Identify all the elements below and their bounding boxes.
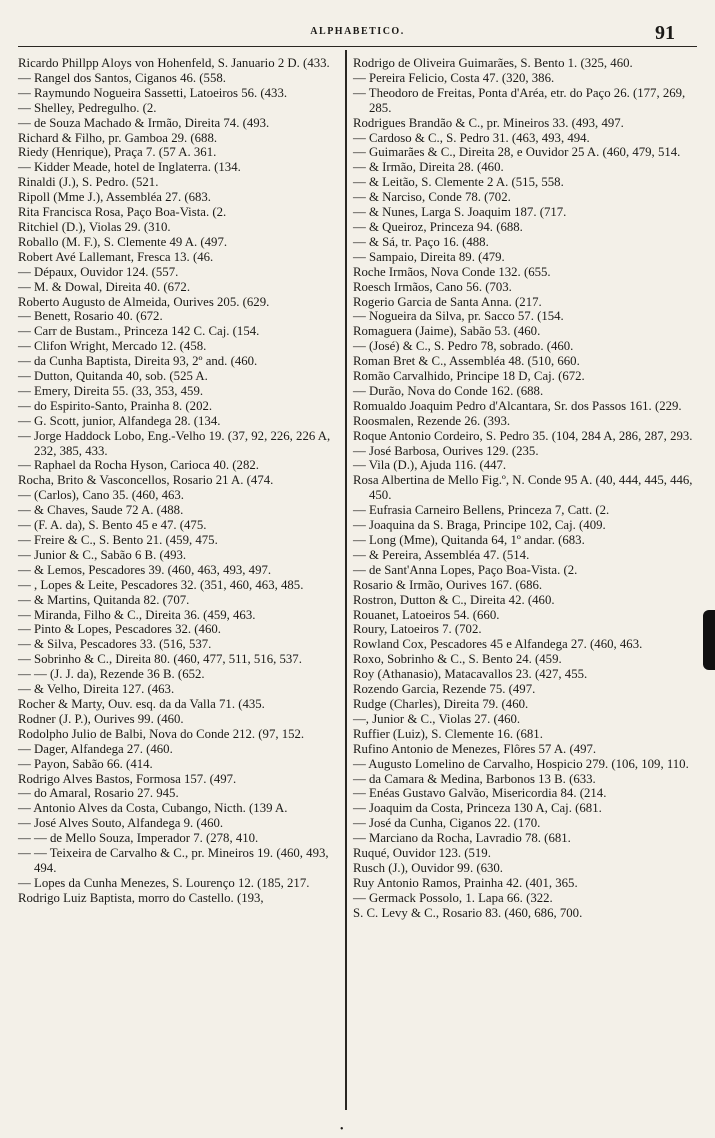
directory-entry: Rodner (J. P.), Ourives 99. (460.: [18, 711, 184, 726]
left-column: [18, 56, 348, 906]
directory-entry: — Jorge Haddock Lobo, Eng.-Velho 19. (37, 92, 226, 226 A, 232, 385, 433.: [18, 428, 331, 458]
directory-entry: — — de Mello Souza, Imperador 7. (278, 410.: [18, 831, 259, 846]
directory-entry: Roxo, Sobrinho & C., S. Bento 24. (459.: [353, 652, 562, 667]
directory-entry: Rufino Antonio de Menezes, Flôres 57 A. (497.: [353, 741, 597, 756]
directory-entry: Rita Francisca Rosa, Paço Boa-Vista. (2.: [18, 205, 227, 220]
directory-entry: — Enéas Gustavo Galvão, Misericordia 84. (214.: [353, 786, 607, 801]
directory-entry: — Raphael da Rocha Hyson, Carioca 40. (282.: [18, 458, 259, 473]
directory-entry: — & Chaves, Saude 72 A. (488.: [18, 503, 184, 518]
directory-entry: — Shelley, Pedregulho. (2.: [18, 100, 157, 115]
directory-entry: — Vila (D.), Ajuda 116. (447.: [353, 458, 507, 473]
directory-entry: Riedy (Henrique), Praça 7. (57 A. 361.: [18, 145, 217, 160]
directory-entry: — Dager, Alfandega 27. (460.: [18, 741, 173, 756]
directory-entry: — — Teixeira de Carvalho & C., pr. Mineiros 19. (460, 493, 494.: [18, 846, 329, 875]
directory-entry: — (F. A. da), S. Bento 45 e 47. (475.: [18, 518, 207, 533]
directory-entry: Rogerio Garcia de Santa Anna. (217.: [353, 294, 542, 309]
running-title: ALPHABETICO.: [310, 26, 405, 37]
directory-entry: Rusch (J.), Ouvidor 99. (630.: [353, 860, 503, 875]
directory-entry: Rudge (Charles), Direita 79. (460.: [353, 696, 529, 711]
directory-entry: Rosa Albertina de Mello Fig.º, N. Conde 95 A. (40, 444, 445, 446, 450.: [353, 473, 693, 503]
directory-entry: Rinaldi (J.), S. Pedro. (521.: [18, 175, 159, 190]
directory-entry: Rodrigo de Oliveira Guimarães, S. Bento 1. (325, 460.: [353, 56, 633, 70]
directory-entry: Richard & Filho, pr. Gamboa 29. (688.: [18, 130, 218, 145]
directory-entry: — Raymundo Nogueira Sassetti, Latoeiros 56. (433.: [18, 85, 288, 100]
directory-entry: — Junior & C., Sabão 6 B. (493.: [18, 547, 187, 562]
directory-entry: — & Martins, Quitanda 82. (707.: [18, 592, 190, 607]
directory-entry: Robert Avé Lallemant, Fresca 13. (46.: [18, 249, 214, 264]
directory-entry: Roque Antonio Cordeiro, S. Pedro 35. (104, 284 A, 286, 287, 293.: [353, 428, 693, 443]
directory-entry: — Antonio Alves da Costa, Cubango, Nicth. (139 A.: [18, 801, 288, 816]
directory-entry: Ricardo Phillpp Aloys von Hohenfeld, S. Januario 2 D. (433.: [18, 56, 330, 70]
directory-entry: Rosario & Irmão, Ourives 167. (686.: [353, 577, 543, 592]
ink-stain: [703, 610, 715, 670]
directory-entry: — da Camara & Medina, Barbonos 13 B. (633.: [353, 771, 596, 786]
running-head: [0, 22, 715, 46]
directory-entry: — Eufrasia Carneiro Bellens, Princeza 7, Catt. (2.: [353, 503, 610, 518]
directory-entry: — & Pereira, Assembléa 47. (514.: [353, 547, 530, 562]
directory-entry: — & Leitão, S. Clemente 2 A. (515, 558.: [353, 175, 564, 190]
directory-entry: — Cardoso & C., S. Pedro 31. (463, 493, 494.: [353, 130, 590, 145]
directory-entry: — (Carlos), Cano 35. (460, 463.: [18, 488, 184, 503]
directory-entry: Roberto Augusto de Almeida, Ourives 205. (629.: [18, 294, 270, 309]
directory-entry: — da Cunha Baptista, Direita 93, 2º and. (460.: [18, 354, 258, 369]
directory-entry: — & Queiroz, Princeza 94. (688.: [353, 219, 523, 234]
directory-entry: Roosmalen, Rezende 26. (393.: [353, 413, 511, 428]
directory-entry: — , Lopes & Leite, Pescadores 32. (351, 460, 463, 485.: [18, 577, 304, 592]
directory-entry: Ritchiel (D.), Violas 29. (310.: [18, 219, 171, 234]
directory-entry: Romão Carvalhido, Principe 18 D, Caj. (672.: [353, 369, 585, 384]
directory-entry: Rowland Cox, Pescadores 45 e Alfandega 27. (460, 463.: [353, 637, 643, 652]
directory-entry: — Durão, Nova do Conde 162. (688.: [353, 383, 544, 398]
directory-entry: — — (J. J. da), Rezende 36 B. (652.: [18, 667, 205, 682]
directory-entry: Rodrigo Alves Bastos, Formosa 157. (497.: [18, 771, 237, 786]
directory-entry: —, Junior & C., Violas 27. (460.: [353, 711, 521, 726]
directory-entry: Ruy Antonio Ramos, Prainha 42. (401, 365.: [353, 875, 578, 890]
directory-entry: — do Amaral, Rosario 27. 945.: [18, 786, 179, 801]
directory-entry: — Carr de Bustam., Princeza 142 C. Caj. (154.: [18, 324, 260, 339]
directory-entry: — Dutton, Quitanda 40, sob. (525 A.: [18, 369, 208, 384]
directory-entry: — Pereira Felicio, Costa 47. (320, 386.: [353, 70, 555, 85]
directory-entry: — José da Cunha, Ciganos 22. (170.: [353, 816, 541, 831]
directory-entry: — Pinto & Lopes, Pescadores 32. (460.: [18, 622, 221, 637]
directory-entry: — Augusto Lomelino de Carvalho, Hospicio 279. (106, 109, 110.: [353, 756, 689, 771]
directory-entry: — Marciano da Rocha, Lavradio 78. (681.: [353, 831, 571, 846]
directory-entry: — Benett, Rosario 40. (672.: [18, 309, 163, 324]
directory-entry: — Emery, Direita 55. (33, 353, 459.: [18, 383, 204, 398]
directory-entry: — Payon, Sabão 66. (414.: [18, 756, 153, 771]
directory-entry: — Dépaux, Ouvidor 124. (557.: [18, 264, 179, 279]
directory-entry: — Lopes da Cunha Menezes, S. Lourenço 12. (185, 217.: [18, 875, 310, 890]
directory-entry: — Clifon Wright, Mercado 12. (458.: [18, 339, 207, 354]
directory-entry: Ruqué, Ouvidor 123. (519.: [353, 846, 491, 861]
directory-entry: Rozendo Garcia, Rezende 75. (497.: [353, 682, 536, 697]
directory-entry: — & Sá, tr. Paço 16. (488.: [353, 234, 489, 249]
directory-entry: — José Alves Souto, Alfandega 9. (460.: [18, 816, 224, 831]
directory-entry: — do Espirito-Santo, Prainha 8. (202.: [18, 398, 213, 413]
directory-entry: — Long (Mme), Quitanda 64, 1º andar. (683.: [353, 533, 585, 547]
directory-entry: — & Silva, Pescadores 33. (516, 537.: [18, 637, 212, 652]
directory-entry: Rostron, Dutton & C., Direita 42. (460.: [353, 592, 555, 607]
directory-entry: — Joaquina da S. Braga, Principe 102, Caj. (409.: [353, 518, 606, 533]
footer-mark: •: [340, 1124, 344, 1135]
directory-entry: Roballo (M. F.), S. Clemente 49 A. (497.: [18, 234, 228, 249]
directory-entry: — Freire & C., S. Bento 21. (459, 475.: [18, 533, 218, 547]
directory-entry: — (José) & C., S. Pedro 78, sobrado. (460.: [353, 339, 574, 354]
directory-entry: — Joaquim da Costa, Princeza 130 A, Caj. (681.: [353, 801, 602, 816]
directory-entry: Rodrigo Luiz Baptista, morro do Castello. (193,: [18, 890, 264, 905]
directory-entry: Rocher & Marty, Ouv. esq. da da Valla 71. (435.: [18, 696, 265, 711]
directory-entry: — Theodoro de Freitas, Ponta d'Aréa, etr. do Paço 26. (177, 269, 285.: [353, 85, 686, 115]
directory-entry: — Guimarães & C., Direita 28, e Ouvidor 25 A. (460, 479, 514.: [353, 145, 681, 160]
directory-entry: Rodrigues Brandão & C., pr. Mineiros 33. (493, 497.: [353, 115, 624, 130]
directory-entry: — & Lemos, Pescadores 39. (460, 463, 493, 497.: [18, 562, 272, 577]
directory-entry: — G. Scott, junior, Alfandega 28. (134.: [18, 413, 221, 428]
directory-entry: Romaguera (Jaime), Sabão 53. (460.: [353, 324, 541, 339]
directory-entry: Ruffier (Luiz), S. Clemente 16. (681.: [353, 726, 543, 741]
directory-entry: — Kidder Meade, hotel de Inglaterra. (134.: [18, 160, 241, 175]
directory-entry: — Sobrinho & C., Direita 80. (460, 477, 511, 516, 537.: [18, 652, 302, 667]
directory-entry: — & Nunes, Larga S. Joaquim 187. (717.: [353, 205, 567, 220]
directory-entry: — Germack Possolo, 1. Lapa 66. (322.: [353, 890, 553, 905]
directory-entry: Roche Irmãos, Nova Conde 132. (655.: [353, 264, 551, 279]
directory-entry: — Miranda, Filho & C., Direita 36. (459, 463.: [18, 607, 256, 622]
directory-entry: — Nogueira da Silva, pr. Sacco 57. (154.: [353, 309, 564, 324]
directory-entry: Roury, Latoeiros 7. (702.: [353, 622, 482, 637]
directory-entry: — de Sant'Anna Lopes, Paço Boa-Vista. (2.: [353, 562, 578, 577]
directory-entry: — de Souza Machado & Irmão, Direita 74. (493.: [18, 115, 270, 130]
directory-entry: Roy (Athanasio), Matacavallos 23. (427, 455.: [353, 667, 588, 682]
directory-entry: — Sampaio, Direita 89. (479.: [353, 249, 505, 264]
directory-entry: Ripoll (Mme J.), Assembléa 27. (683.: [18, 190, 212, 205]
directory-entry: — José Barbosa, Ourives 129. (235.: [353, 443, 539, 458]
directory-entry: — M. & Dowal, Direita 40. (672.: [18, 279, 191, 294]
directory-entry: — & Narciso, Conde 78. (702.: [353, 190, 511, 205]
page-number: 91: [655, 22, 675, 44]
directory-entry: — & Velho, Direita 127. (463.: [18, 682, 175, 697]
directory-entry: Roesch Irmãos, Cano 56. (703.: [353, 279, 512, 294]
directory-entry: Romualdo Joaquim Pedro d'Alcantara, Sr. dos Passos 161. (229.: [353, 398, 682, 413]
header-rule: [18, 46, 697, 47]
directory-entry: Rocha, Brito & Vasconcellos, Rosario 21 A. (474.: [18, 473, 274, 488]
right-column: [353, 56, 695, 921]
directory-entry: S. C. Levy & C., Rosario 83. (460, 686, 700.: [353, 905, 583, 920]
directory-entry: — Rangel dos Santos, Ciganos 46. (558.: [18, 70, 226, 85]
directory-entry: Rouanet, Latoeiros 54. (660.: [353, 607, 500, 622]
directory-entry: — & Irmão, Direita 28. (460.: [353, 160, 504, 175]
directory-entry: Roman Bret & C., Assembléa 48. (510, 660.: [353, 354, 580, 369]
directory-entry: Rodolpho Julio de Balbi, Nova do Conde 212. (97, 152.: [18, 726, 305, 741]
